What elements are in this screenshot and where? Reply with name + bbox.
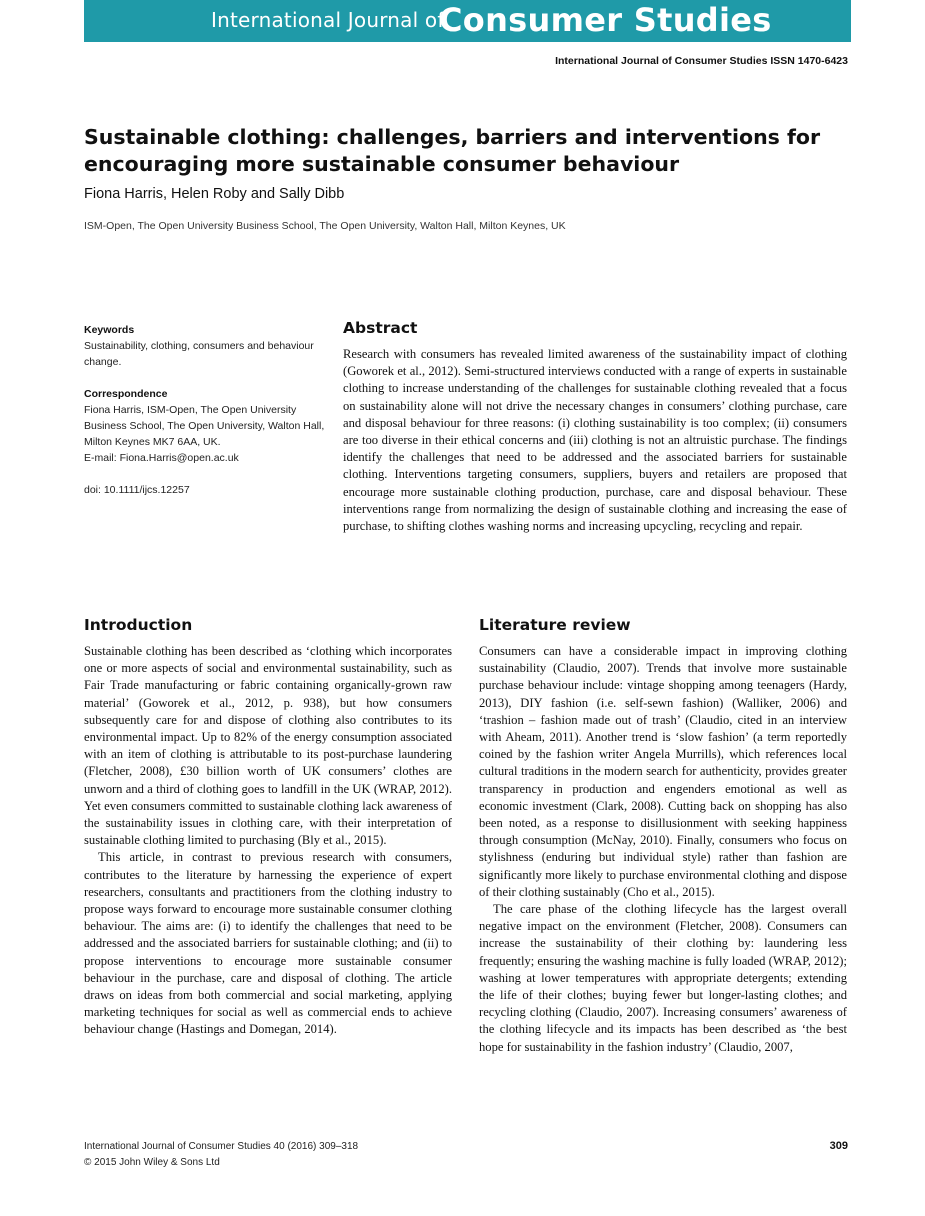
journal-banner-prefix: International Journal of	[211, 8, 445, 32]
correspondence-heading: Correspondence	[84, 388, 168, 400]
literature-review-paragraph: Consumers can have a considerable impact in improving clothing sustainability (Claudio, 2007). Trends that involve more sustainable purchase behaviour include: vintage shopping among teenagers (Hardy, 2013), DIY fashion (i.e. self-sewn fashion) (Walliker, 2006) and ‘trashion – fashion made out of trash’ (Claudio, cited in an interview with Aheam, 2011). Another trend is ‘slow fashion’ (a term reportedly coined by the fashion writer Angela Murrills), which references local cultural traditions in the modern search for authenticity, provides greater transparency in production and engenders emotional as well as economic investment (Clark, 2008). Cutting back on shopping has also been noted, as a response to disillusionment with seeking happiness through consumption (McNay, 2010). Finally, consumers who focus on stylishness (enduring but individual style) rather than fashion are significantly more likely to purchase environmental clothing and dispose of their clothing sustainably (Cho et al., 2015).	[479, 644, 847, 899]
correspondence-text: Fiona Harris, ISM-Open, The Open University Business School, The Open University, Walton Hall, Milton Keynes MK7 6AA, UK.	[84, 404, 325, 448]
article-title: Sustainable clothing: challenges, barriers and interventions for encouraging more sustainable consumer behaviour	[84, 125, 821, 176]
keywords-text: Sustainability, clothing, consumers and behaviour change.	[84, 340, 314, 368]
footer-citation: International Journal of Consumer Studies 40 (2016) 309–318	[84, 1141, 359, 1152]
introduction-heading: Introduction	[84, 616, 193, 634]
literature-review-body	[479, 643, 847, 1056]
literature-review-paragraph: The care phase of the clothing lifecycle has the largest overall negative impact on the environment (Fletcher, 2008). Consumers can increase the sustainability of their clothing by: laundering less frequently; ensuring the washing machine is fully loaded (WRAP, 2012); washing at lower temperatures with appropriate detergents; extending the life of their clothes; buying fewer but longer-lasting clothes; and recycling clothing (Claudio, 2007). Increasing consumers’ awareness of the clothing lifecycle and its impacts has been described as ‘the best hope for sustainability in the fashion industry’ (Claudio, 2007,	[479, 902, 847, 1054]
article-doi: doi: 10.1111/ijcs.12257	[84, 484, 190, 496]
introduction-body	[84, 643, 452, 1039]
issn-line: International Journal of Consumer Studies ISSN 1470-6423	[555, 55, 848, 67]
article-affiliation: ISM-Open, The Open University Business School, The Open University, Walton Hall, Milton Keynes, UK	[84, 220, 566, 232]
abstract-text: Research with consumers has revealed limited awareness of the sustainability impact of clothing (Goworek et al., 2012). Semi-structured interviews conducted with a range of experts in sustainable clothing to increase understanding of the challenges for sustainable clothing revealed that a focus on sustainability alone will not drive the necessary changes in consumers’ clothing purchase, care and disposal behaviour for three reasons: (i) clothing sustainability is too complex; (ii) consumers are too diverse in their ethical concerns and (iii) clothing is not an altruistic purchase. The findings identify the challenges that need to be addressed and the associated barriers for sustainable clothing. Interventions targeting consumers, suppliers, buyers and retailers are proposed that encourage more sustainable clothing production, purchase, care and disposal behaviour. These interventions range from normalizing the design of sustainable clothing and increasing the ease of purchase, to shifting clothes washing norms and increasing upcycling, recycling and repair.	[343, 347, 847, 534]
journal-banner-name: Consumer Studies	[439, 1, 772, 39]
page-number: 309	[829, 1140, 848, 1152]
introduction-paragraph: Sustainable clothing has been described as ‘clothing which incorporates one or more aspects of social and environmental sustainability, such as Fair Trade manufacturing or fabric containing organically-grown raw material’ (Goworek et al., 2012, p. 938), but how consumers subsequently care for and dispose of clothing also contributes to its environmental impact. Up to 82% of the energy consumption associated with an item of clothing is attributable to its post-purchase laundering (Fletcher, 2008), £30 billion worth of UK consumers’ clothes are unworn and a third of clothing goes to landfill in the UK (WRAP, 2012). Yet even consumers committed to sustainable clothing lack awareness of the sustainability issues in clothing care, with their interpretation of sustainable clothing limited to purchasing (Bly et al., 2015).	[84, 644, 452, 848]
journal-banner	[84, 0, 851, 42]
keywords-heading: Keywords	[84, 324, 135, 336]
sidebar-metadata	[84, 322, 329, 498]
abstract-heading: Abstract	[343, 319, 418, 337]
literature-review-heading: Literature review	[479, 616, 631, 634]
footer-copyright: © 2015 John Wiley & Sons Ltd	[84, 1157, 220, 1168]
article-authors: Fiona Harris, Helen Roby and Sally Dibb	[84, 186, 345, 202]
correspondence-email: E-mail: Fiona.Harris@open.ac.uk	[84, 452, 239, 464]
introduction-paragraph: This article, in contrast to previous research with consumers, contributes to the literature by harnessing the experience of expert researchers, consultants and practitioners from the clothing industry to propose ways forward to encourage more sustainable consumer clothing behaviour. The aims are: (i) to identify the challenges that need to be addressed and the associated barriers for sustainable clothing; and (ii) to propose interventions to encourage more sustainable consumer behaviour in the purchase, care and disposal of clothing. The article draws on ideas from both commercial and social marketing, applying marketing techniques for social as well as commercial ends to achieve behaviour change (Hastings and Domegan, 2014).	[84, 850, 452, 1037]
